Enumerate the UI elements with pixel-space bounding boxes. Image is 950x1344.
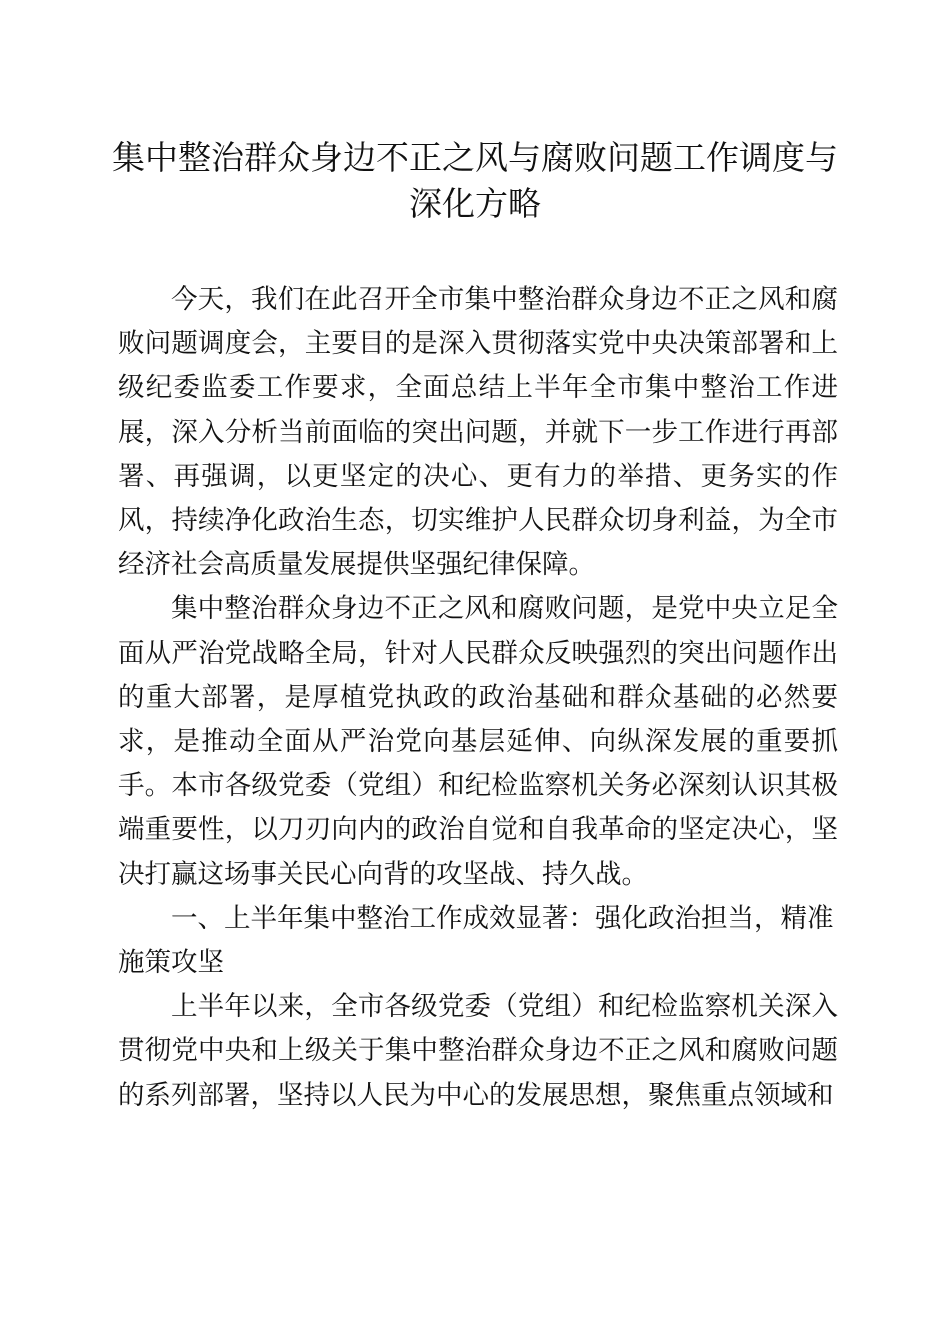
document-body [118, 278, 838, 1118]
document-title: 集中整治群众身边不正之风与腐败问题工作调度与深化方略 [112, 138, 838, 223]
paragraph-significance: 集中整治群众身边不正之风和腐败问题，是党中央立足全面从严治党战略全局，针对人民群众反映强烈的突出问题作出的重大部署，是厚植党执政的政治基础和群众基础的必然要求，是推动全面从严治党向基层延伸、向纵深发展的重要抓手。本市各级党委（党组）和纪检监察机关务必深刻认识其极端重要性，以刀刃向内的政治自觉和自我革命的坚定决心，坚决打赢这场事关民心向背的攻坚战、持久战。 [118, 593, 838, 890]
section-heading-1: 一、上半年集中整治工作成效显著：强化政治担当，精准施策攻坚 [118, 902, 834, 979]
paragraph-section-1: 上半年以来，全市各级党委（党组）和纪检监察机关深入贯彻党中央和上级关于集中整治群众身边不正之风和腐败问题的系列部署，坚持以人民为中心的发展思想，聚焦重点领域和 [118, 991, 838, 1111]
paragraph-intro: 今天，我们在此召开全市集中整治群众身边不正之风和腐败问题调度会，主要目的是深入贯彻落实党中央决策部署和上级纪委监委工作要求，全面总结上半年全市集中整治工作进展，深入分析当前面临的突出问题，并就下一步工作进行再部署、再强调，以更坚定的决心、更有力的举措、更务实的作风，持续净化政治生态，切实维护人民群众切身利益，为全市经济社会高质量发展提供坚强纪律保障。 [118, 284, 838, 581]
